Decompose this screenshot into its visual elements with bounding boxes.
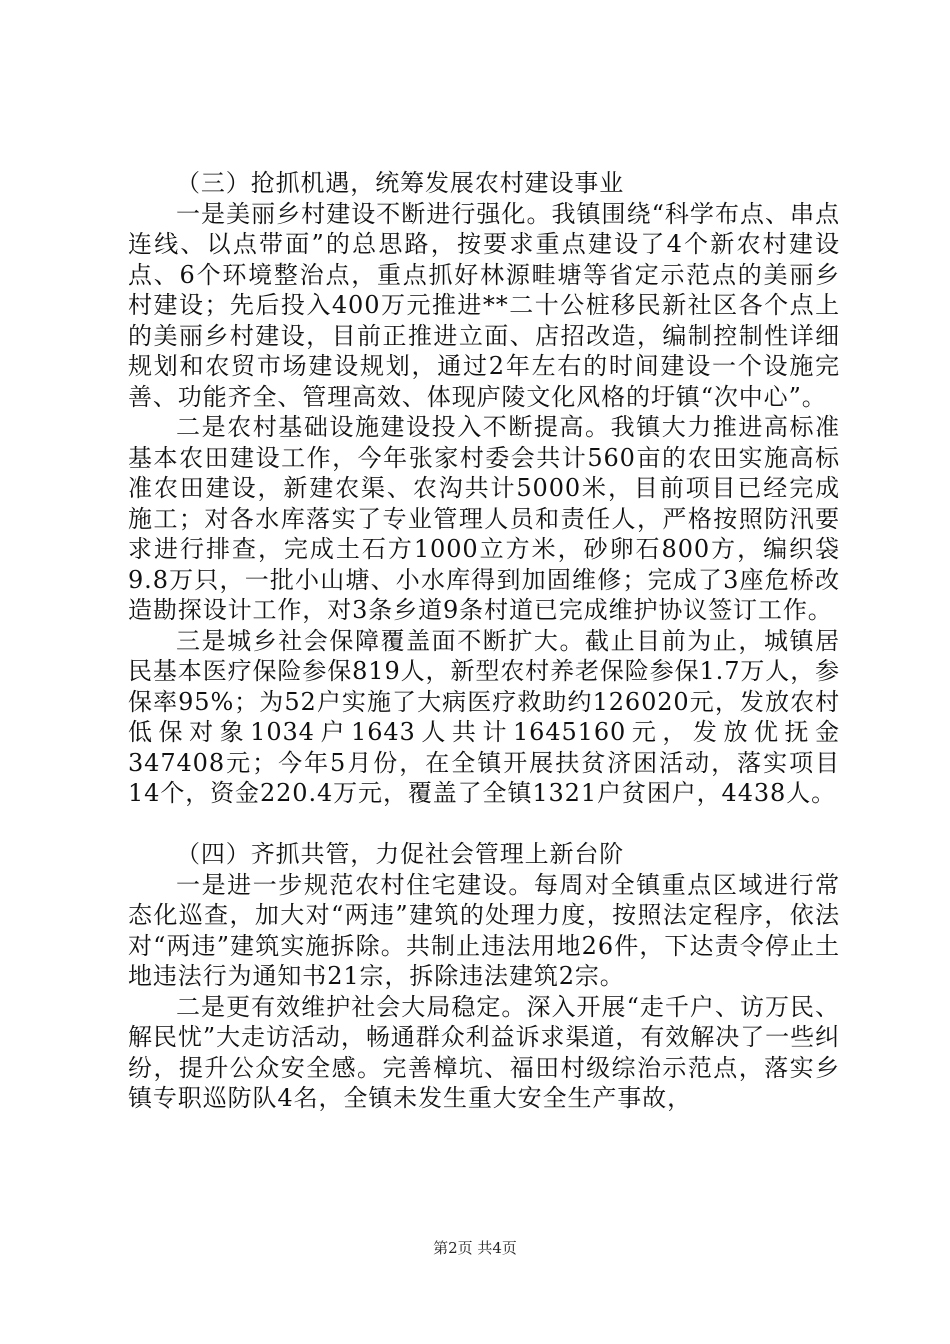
- paragraph-housing-regulation: 一是进一步规范农村住宅建设。每周对全镇重点区域进行常态化巡查，加大对“两违”建筑的处理力度，按照法定程序，依法对“两违”建筑实施拆除。共制止违法用地26件，下达责令停止土地违法行为通知书21宗，拆除违法建筑2宗。: [128, 870, 840, 990]
- paragraph-beautiful-village: 一是美丽乡村建设不断进行强化。我镇围绕“科学布点、串点连线、以点带面”的总思路，按要求重点建设了4个新农村建设点、6个环境整治点，重点抓好林源畦塘等省定示范点的美丽乡村建设；先后投入400万元推进**二十公桩移民新社区各个点上的美丽乡村建设，目前正推进立面、店招改造，编制控制性详细规划和农贸市场建设规划，通过2年左右的时间建设一个设施完善、功能齐全、管理高效、体现庐陵文化风格的圩镇“次中心”。: [128, 199, 840, 411]
- page-footer: 第2页 共4页: [433, 1239, 517, 1257]
- document-body: [128, 168, 840, 1114]
- section-heading-4: （四）齐抓共管，力促社会管理上新台阶: [176, 840, 625, 868]
- paragraph-social-stability: 二是更有效维护社会大局稳定。深入开展“走千户、访万民、解民忧”大走访活动，畅通群众利益诉求渠道，有效解决了一些纠纷，提升公众安全感。完善樟坑、福田村级综治示范点，落实乡镇专职巡防队4名，全镇未发生重大安全生产事故，: [128, 992, 840, 1112]
- section-gap: [128, 809, 840, 840]
- paragraph-infrastructure: 二是农村基础设施建设投入不断提高。我镇大力推进高标准基本农田建设工作，今年张家村委会共计560亩的农田实施高标准农田建设，新建农渠、农沟共计5000米，目前项目已经完成施工；对各水库落实了专业管理人员和责任人，严格按照防汛要求进行排查，完成土石方1000立方米，砂卵石800方，编织袋9.8万只，一批小山塘、小水库得到加固维修；完成了3座危桥改造勘探设计工作，对3条乡道9条村道已完成维护协议签订工作。: [128, 413, 840, 624]
- section-heading-3: （三）抢抓机遇，统筹发展农村建设事业: [176, 169, 625, 197]
- paragraph-social-security: 三是城乡社会保障覆盖面不断扩大。截止目前为止，城镇居民基本医疗保险参保819人，新型农村养老保险参保1.7万人，参保率95%；为52户实施了大病医疗救助约126020元，发放农村低保对象1034户1643人共计1645160元，发放优抚金347408元；今年5月份，在全镇开展扶贫济困活动，落实项目14个，资金220.4万元，覆盖了全镇1321户贫困户，4438人。: [128, 626, 840, 807]
